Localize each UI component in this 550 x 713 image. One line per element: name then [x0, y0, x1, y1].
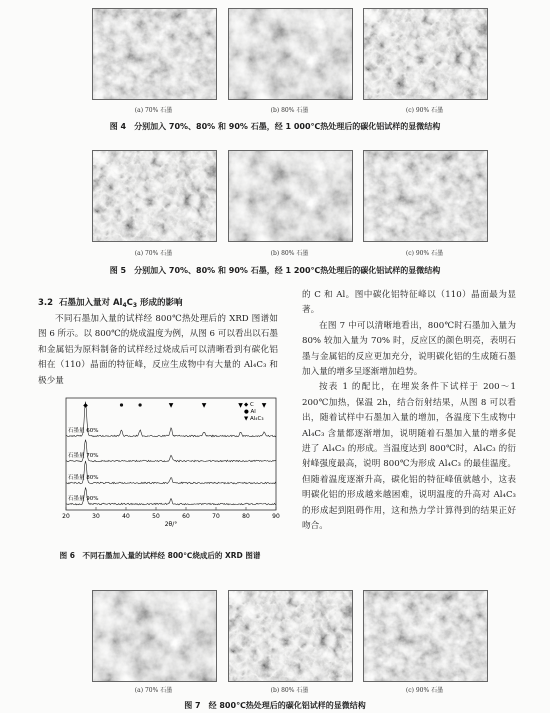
- x-tick-label: 40: [122, 513, 130, 520]
- x-tick-label: 20: [62, 513, 70, 520]
- x-tick-label: 70: [212, 513, 220, 520]
- marker-al4c3: ▼: [168, 402, 174, 409]
- fig7-image-c: [363, 590, 488, 682]
- x-axis-label: 2θ/°: [164, 521, 178, 528]
- fig4-image-a: [92, 8, 217, 100]
- fig5-caption-a: (a) 70% 石墨: [134, 250, 173, 257]
- right-paragraph-0: 的 C 和 Al。图中碳化铝特征峰以（110）晶面最为显著。: [302, 290, 516, 316]
- trace-label: 石墨量 90%: [68, 496, 99, 502]
- x-tick-label: 60: [182, 513, 190, 520]
- fig4-caption-c: (c) 90% 石墨: [405, 107, 444, 114]
- fig7-caption-c: (c) 90% 石墨: [405, 687, 444, 694]
- fig4-caption-a: (a) 70% 石墨: [134, 107, 173, 114]
- fig5-caption-c: (c) 90% 石墨: [405, 250, 444, 257]
- fig5-title: 图 5 分别加入 70%、80% 和 90% 石墨，经 1 200℃热处理后的碳化铝试样的显微结构: [109, 266, 441, 275]
- fig4-title: 图 4 分别加入 70%、80% 和 90% 石墨，经 1 000℃热处理后的碳化铝试样的显微结构: [109, 122, 441, 131]
- marker-al4c3: ▼: [238, 402, 243, 409]
- fig7-image-b: [228, 590, 353, 682]
- fig7-image-a: [92, 590, 217, 682]
- marker-al: [120, 403, 123, 406]
- trace-label: 石墨量 60%: [68, 428, 99, 434]
- right-column: [302, 288, 516, 535]
- fig5-image-c: [363, 150, 488, 242]
- section-title-b: 形成的影响: [137, 298, 183, 308]
- fig4-image-c: [363, 8, 488, 100]
- x-tick-label: 30: [92, 513, 100, 520]
- fig4-image-b: [228, 8, 353, 100]
- legend-entry: ◆ C: [244, 402, 254, 408]
- section-number: 3.2: [38, 298, 54, 308]
- fig6-xrd-chart: [38, 392, 282, 528]
- left-paragraph: 不同石墨加入量的试样经 800℃热处理后的 XRD 图谱如图 6 所示。以 800℃的烧成温度为例，从图 6 可以看出以石墨和金属铝为原料制备的试样经过烧成后可以清晰看到有碳化铝相在（110）晶面的特征峰，反应生成物中有大量的 Al₄C₃ 和极少量: [38, 314, 278, 386]
- x-tick-label: 50: [152, 513, 160, 520]
- fig5-image-b: [228, 150, 353, 242]
- fig7-caption-a: (a) 70% 石墨: [134, 687, 173, 694]
- marker-al4c3: ▼: [201, 402, 207, 409]
- marker-al4c3: ▼: [261, 402, 267, 409]
- fig6-title: 图 6 不同石墨加入量的试样经 800℃烧成后的 XRD 图谱: [59, 551, 261, 560]
- trace-label: 石墨量 70%: [68, 453, 99, 459]
- marker-al: [139, 403, 142, 406]
- marker-c: ◆: [83, 402, 88, 409]
- section-heading: 3.2 石墨加入量对 $Al_4C_3$ 形成的影响: [38, 298, 183, 309]
- fig5-image-a: [92, 150, 217, 242]
- legend-entry: ● Al: [244, 409, 256, 415]
- x-tick-label: 80: [242, 513, 250, 520]
- legend-entry: ▼ Al₄C₃: [244, 416, 264, 422]
- right-paragraph-2: 按表 1 的配比，在埋炭条件下试样于 200～1 200℃加热，保温 2h，结合衍射结果，从图 8 可以看出，随着试样中石墨加入量的增加，各温度下生成物中 Al₄C₃ 含量都逐渐增加，说明随着石墨加入量的增多促进了 Al₄C₃ 的形成。当温度达到 800℃时，Al₄C₃ 的衍射峰强度最高，说明 800℃为形成 Al₄C₃ 的最佳温度。但随着温度逐渐升高，碳化铝的特征峰值就越小，这表明碳化铝的形成越来越困难，说明温度的升高对 Al₄C₃ 的形成起到阻碍作用，这和热力学计算得到的结果正好吻合。: [302, 382, 516, 532]
- fig7-title: 图 7 经 800℃热处理后的碳化铝试样的显微结构: [184, 701, 366, 710]
- right-paragraph-1: 在图 7 中可以清晰地看出，800℃时石墨加入量为 80% 较加入量为 70% 时，反应区的颜色明亮，表明石墨与金属铝的反应更加充分，说明碳化铝的生成随石墨加入量的增多呈逐渐增加趋势。: [302, 320, 516, 378]
- fig4-caption-b: (b) 80% 石墨: [270, 107, 309, 114]
- fig7-caption-b: (b) 80% 石墨: [270, 687, 309, 694]
- fig5-caption-b: (b) 80% 石墨: [270, 250, 309, 257]
- x-tick-label: 90: [272, 513, 280, 520]
- trace-label: 石墨量 80%: [68, 475, 99, 481]
- section-title-a: 石墨加入量对 Al: [58, 298, 123, 308]
